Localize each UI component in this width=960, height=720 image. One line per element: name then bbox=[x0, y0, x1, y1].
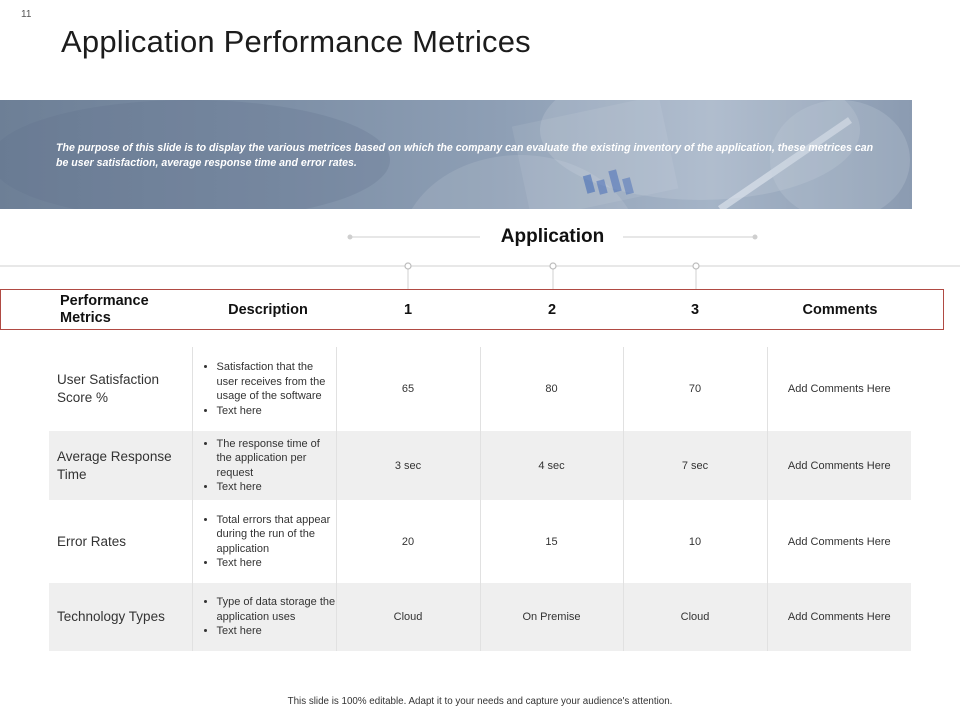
value-1: 65 bbox=[336, 347, 480, 431]
description-bullet: • Text here bbox=[217, 624, 336, 639]
comment-cell: Add Comments Here bbox=[767, 431, 911, 500]
metric-name: Error Rates bbox=[49, 500, 192, 583]
metrics-table bbox=[49, 347, 911, 651]
table-row bbox=[49, 583, 911, 651]
banner-text: The purpose of this slide is to display the various metrices based on which the company can evaluate the existing inventory of the application, these metrices can be user satisfaction, average response time and error rates. bbox=[56, 142, 874, 169]
table-row bbox=[49, 500, 911, 583]
description-cell bbox=[192, 583, 336, 651]
value-3: 70 bbox=[623, 347, 767, 431]
header-description: Description bbox=[228, 302, 308, 318]
description-bullet: • Total errors that appear during the run of the application bbox=[217, 513, 336, 557]
value-3: 10 bbox=[623, 500, 767, 583]
value-3: Cloud bbox=[623, 583, 767, 651]
table-row bbox=[49, 431, 911, 500]
value-1: 3 sec bbox=[336, 431, 480, 500]
metric-name: Average Response Time bbox=[49, 431, 192, 500]
comment-cell: Add Comments Here bbox=[787, 535, 891, 548]
value-3: 7 sec bbox=[623, 431, 767, 500]
value-2: 4 sec bbox=[480, 431, 623, 500]
slide-title: Application Performance Metrices bbox=[61, 24, 531, 59]
metric-name: Technology Types bbox=[49, 583, 192, 651]
description-bullet: • Text here bbox=[217, 404, 336, 419]
description-bullet: • Text here bbox=[217, 556, 336, 571]
description-bullet: • The response time of the application per request bbox=[217, 437, 336, 481]
table-row bbox=[49, 347, 911, 431]
description-cell bbox=[192, 431, 336, 500]
description-bullet: • Text here bbox=[217, 480, 336, 495]
comment-cell: Add Comments Here bbox=[767, 583, 911, 651]
description-cell bbox=[192, 500, 336, 583]
metric-name: User Satisfaction Score % bbox=[49, 347, 192, 431]
comment-cell: Add Comments Here bbox=[787, 383, 891, 395]
description-bullet: • Satisfaction that the user receives from the usage of the software bbox=[217, 360, 336, 404]
slide-number: 11 bbox=[21, 9, 32, 20]
header-comments: Comments bbox=[802, 302, 878, 318]
header-column-3: 3 bbox=[690, 302, 700, 318]
header-column-2: 2 bbox=[547, 302, 557, 318]
value-1: Cloud bbox=[336, 583, 480, 651]
value-2: On Premise bbox=[480, 583, 623, 651]
value-2: 15 bbox=[480, 500, 623, 583]
description-bullet: • Type of data storage the application uses bbox=[217, 595, 336, 624]
table-header bbox=[0, 289, 944, 330]
application-label: Application bbox=[500, 226, 605, 247]
header-performance-metrics: Performance Metrics bbox=[60, 293, 149, 326]
header-column-1: 1 bbox=[403, 302, 413, 318]
banner bbox=[0, 100, 912, 209]
value-1: 20 bbox=[336, 500, 480, 583]
value-2: 80 bbox=[480, 347, 623, 431]
footer-note: This slide is 100% editable. Adapt it to your needs and capture your audience's attention. bbox=[287, 696, 673, 707]
description-cell bbox=[192, 347, 336, 431]
